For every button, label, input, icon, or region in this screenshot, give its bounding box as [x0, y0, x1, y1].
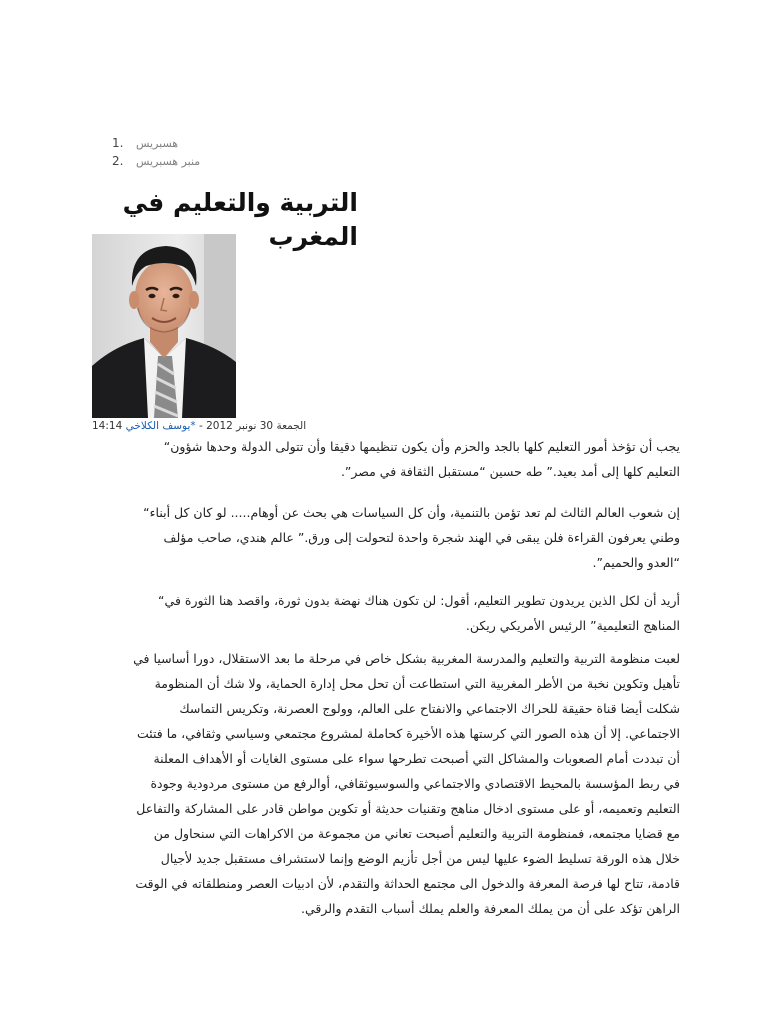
body-line: أن تبددت أمام الصعوبات والمشاكل التي أصبحت تطرحها سواء على مستوى الغايات أو الأهداف المعلنة: [153, 751, 680, 766]
author-link: *: [190, 420, 196, 432]
quote-line: إن شعوب العالم الثالث لم تعد تؤمن بالتنمية، وأن كل السياسات هي بحث عن أوهام..... لو كان كل أبناء“: [143, 505, 680, 520]
quote-line: التعليم كلها إلى أمد بعيد.” طه حسين “مستقبل الثقافة في مصر”.: [340, 464, 680, 479]
article-date: الجمعة 30 نونبر 2012 -: [195, 420, 307, 432]
body-line: خلال هذه الورقة تسليط الضوء عليها ليس من أجل تأزيم الوضع وإنما لاستشراف مستقبل جديد لأجيال: [160, 851, 680, 866]
breadcrumb-number: 1.: [112, 136, 124, 150]
quote-1: [90, 434, 680, 484]
quote-3: [90, 588, 680, 638]
body-line: الاجتماعي. إلا أن هذه الصور التي كرستها هذه الأخيرة كحاملة لمشروع مجتمعي وسياسي وثقافي، ما فتئت: [136, 726, 680, 741]
body-line: الراهن تؤكد على أن من يملك المعرفة والعلم يملك أسباب التقدم والرقي.: [300, 901, 680, 916]
body-line: في ربط المؤسسة بالمحيط الاقتصادي والاجتماعي والسوسيوثقافي، أوالرفع من مستوى مردودية وجودة: [150, 776, 680, 791]
body-line: تأهيل وتكوين نخبة من الأطر المغربية التي استطاعت أن تحل محل إدارة الحماية، ولا شك أن المنظومة: [154, 676, 680, 691]
author-photo: [92, 234, 236, 418]
quote-2: [90, 500, 680, 575]
breadcrumb-label: هسبريس: [136, 136, 179, 150]
author-link[interactable]: يوسف الكلاخي: [125, 420, 191, 432]
article-time: 14:14: [92, 420, 123, 432]
quote-line: وطني يعرفون القراءة فلن يبقى في الهند شجرة واحدة لتحولت إلى ورق.” عالم هندي، صاحب مؤلف: [163, 530, 680, 545]
body-line: لعبت منظومة التربية والتعليم والمدرسة المغربية بشكل خاص في مرحلة ما بعد الاستقلال، دورا أساسيا في: [133, 651, 680, 666]
body-line: مع قضايا مجتمعه، فمنظومة التربية والتعليم أصبحت تعاني من مجموعة من الاكراهات التي سنحاول من: [153, 826, 680, 841]
breadcrumb-item-minbar[interactable]: [112, 152, 312, 170]
quote-line: يجب أن تؤخذ أمور التعليم كلها بالجد والحزم وأن يكون تنظيمها دقيقا وأن تتولى الدولة وحدها شؤون“: [163, 439, 680, 454]
breadcrumb-number: 2.: [112, 154, 124, 168]
quote-line: “العدو والحميم”.: [592, 555, 680, 570]
author-photo-image: [92, 234, 236, 418]
article-title: التربية والتعليم في المغرب: [122, 188, 358, 251]
breadcrumb-item-hespress[interactable]: [112, 134, 312, 152]
quote-line: المناهج التعليمية” الرئيس الأمريكي ريكن.: [465, 618, 680, 633]
breadcrumb-label: منبر هسبريس: [136, 154, 201, 168]
breadcrumb: [112, 134, 312, 170]
article-body: [90, 646, 680, 921]
article-byline: [92, 418, 392, 434]
body-line: التعليم وتعميمه، أو على مستوى ادخال مناهج وتقنيات حديثة أو تكوين مواطن قادر على المشاركة والتفاعل: [136, 801, 680, 816]
quote-line: أريد أن لكل الذين يريدون تطوير التعليم، أقول: لن تكون هناك نهضة بدون ثورة، واقصد هنا الثورة في“: [158, 593, 680, 608]
body-line: قادمة، تتاح لها فرصة المعرفة والدخول الى مجتمع الحداثة والتقدم، لأن ادبيات العصر ومنطلقاته في الوقت: [135, 876, 680, 891]
body-line: شكلت أيضا قناة حقيقة للحراك الاجتماعي والانفتاح على العالم، وولوج العصرنة، وتكريس التماسك: [179, 701, 680, 716]
